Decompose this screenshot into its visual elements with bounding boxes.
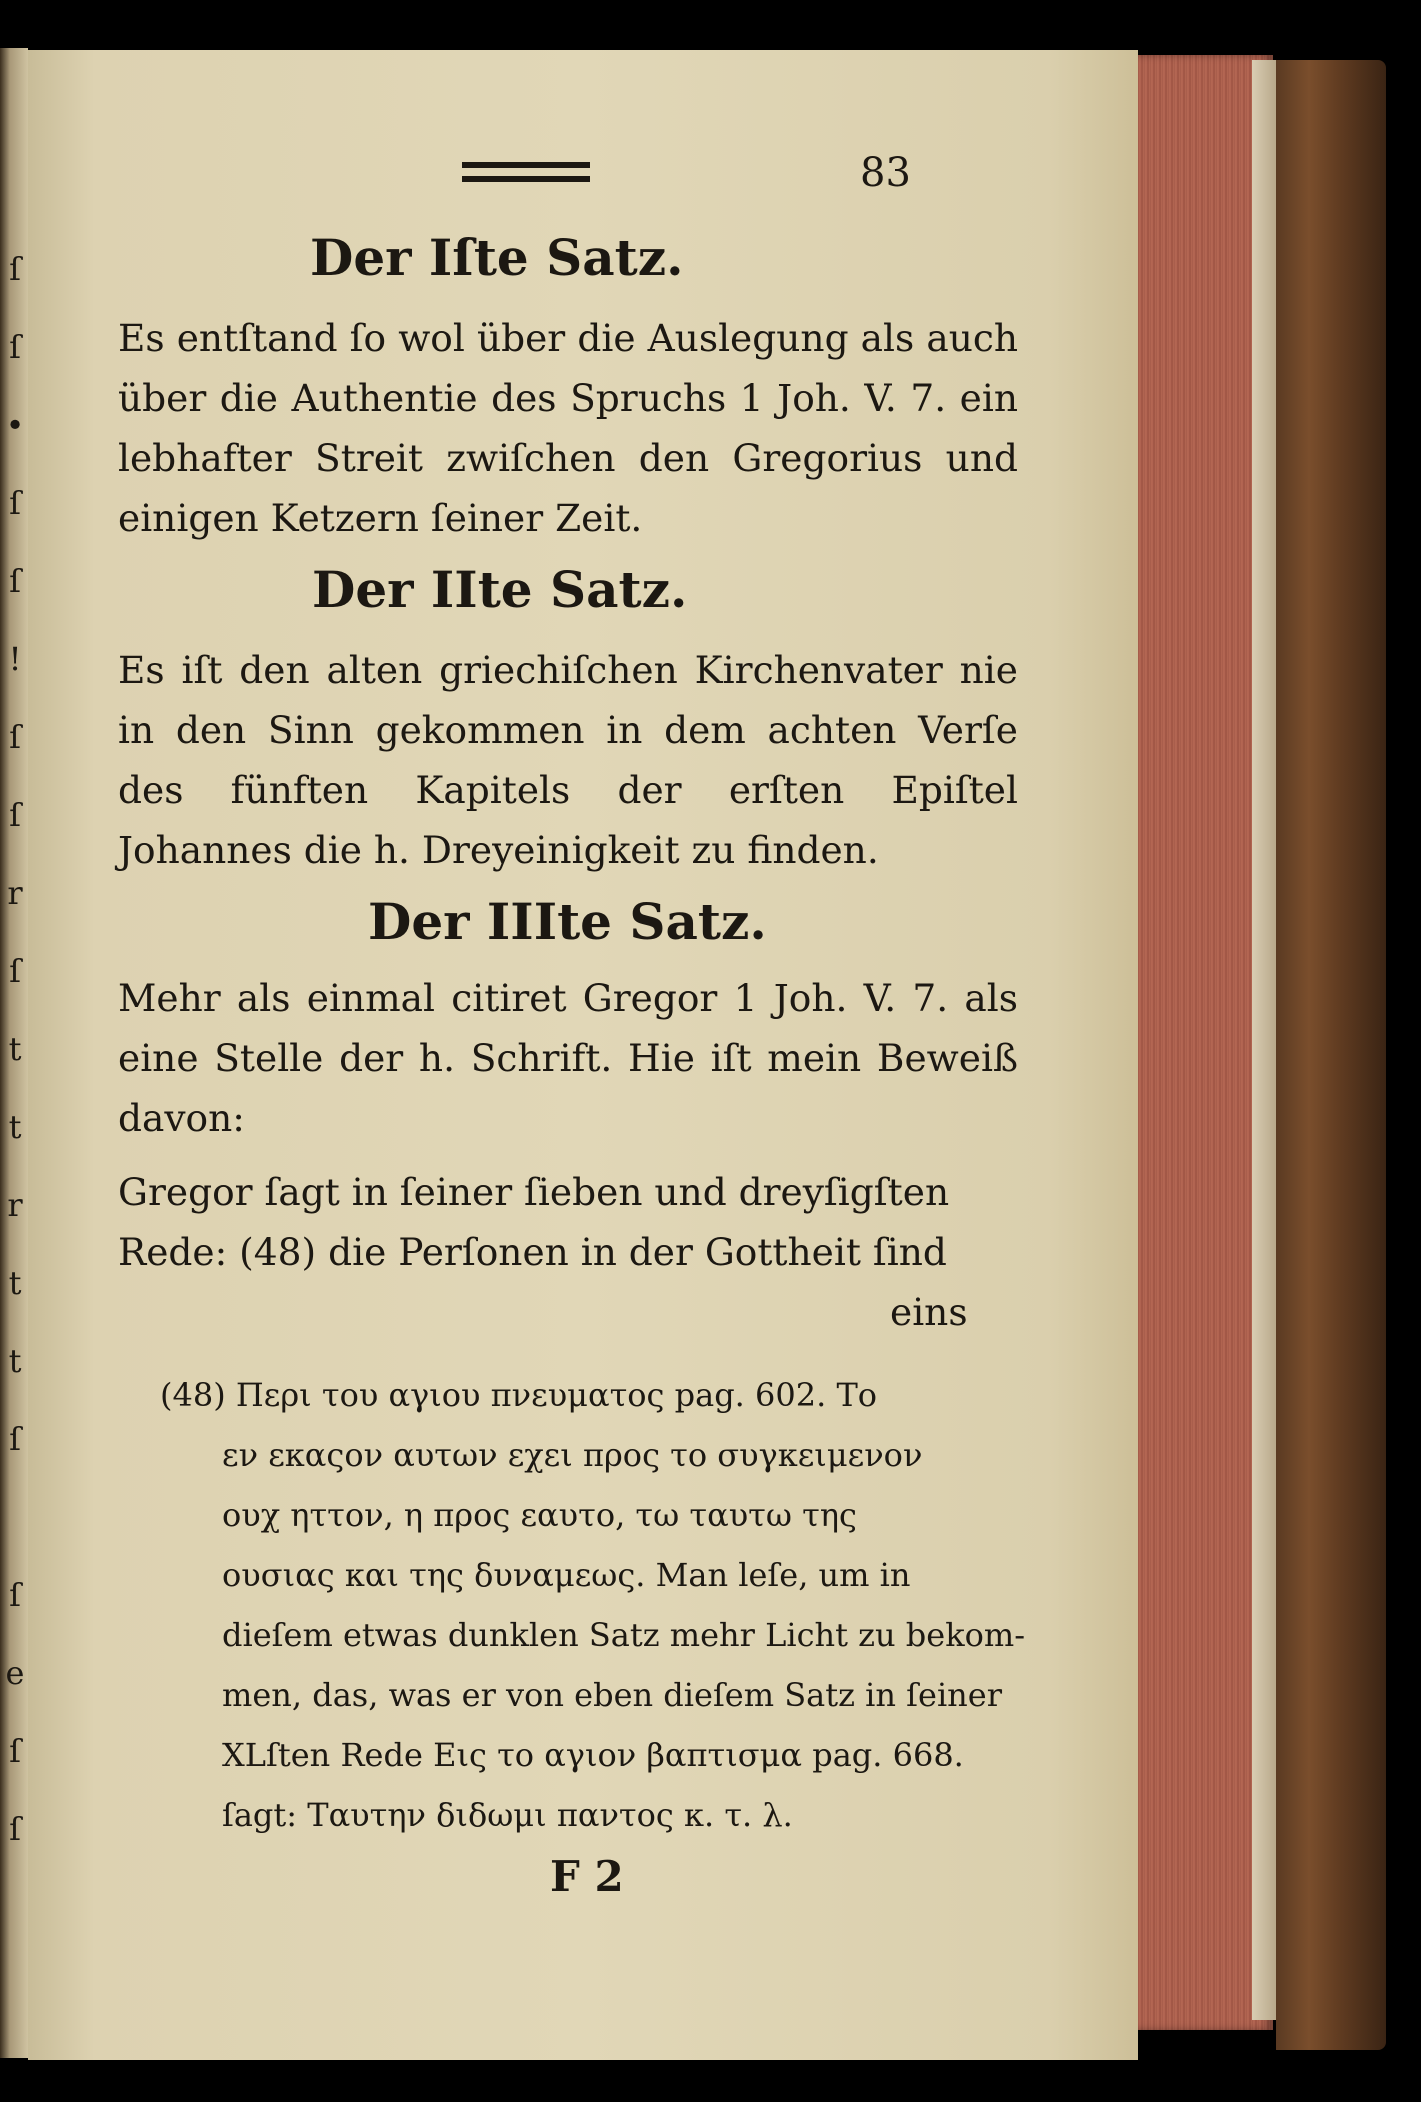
footnote-line-5: dieſem etwas dunklen Satz mehr Licht zu bekom-	[222, 1616, 1026, 1654]
margin-letter: ſ	[9, 1576, 21, 1614]
footnote-line-8: ſagt: Ταυτην διδωμι παντος κ. τ. λ.	[222, 1796, 793, 1834]
page-number: 83	[860, 150, 911, 196]
body-line-2: Rede: (48) die Perſonen in der Gottheit ſind	[118, 1230, 947, 1274]
footnote-line-7: XLſten Rede Εις το αγιον βαπτισμα pag. 668.	[222, 1736, 964, 1774]
margin-letter: ſ	[9, 718, 21, 756]
margin-letter: t	[8, 1108, 22, 1146]
footnote-line-2: εν εκαςον αυτων εχει προς το συγκειμενον	[222, 1436, 923, 1474]
section-heading-2: Der IIte Satz.	[312, 560, 688, 619]
margin-letter: ſ	[9, 1810, 21, 1848]
body-line-1: Gregor ſagt in ſeiner ſieben und dreyſigſten	[118, 1170, 950, 1214]
section-text-3: Mehr als einmal citiret Gregor 1 Joh. V. 7. als eine Stelle der h. Schrift. Hie iſt mein Beweiß davon:	[118, 976, 1018, 1140]
section-heading-3: Der IIIte Satz.	[368, 892, 767, 951]
book-cover	[1276, 60, 1386, 2050]
margin-letter: t	[8, 1264, 22, 1302]
margin-letter: ſ	[9, 562, 21, 600]
footnote-line-4: ουσιας και της δυναμεως. Man leſe, um in	[222, 1556, 911, 1594]
margin-letter	[2, 1868, 28, 1946]
margin-letter: ſ	[9, 1420, 21, 1458]
margin-letter: ſ	[9, 1732, 21, 1770]
margin-letter: ſ	[9, 952, 21, 990]
margin-letter: ſ	[9, 796, 21, 834]
margin-letter	[2, 1478, 28, 1556]
margin-letter: t	[8, 1030, 22, 1068]
signature-mark: F 2	[550, 1852, 624, 1901]
footnote-line-1: (48) Περι του αγιου πνευματος pag. 602. Το	[160, 1376, 878, 1414]
margin-letter: e	[5, 1654, 25, 1692]
footnote-line-6: men, das, was er von eben dieſem Satz in ſeiner	[222, 1676, 1003, 1714]
page-block-edge-light	[1252, 60, 1276, 2020]
previous-page-margin-letters	[2, 230, 28, 2024]
header-rule	[462, 162, 590, 168]
margin-letter: ſ	[9, 328, 21, 366]
margin-letter: !	[8, 640, 22, 678]
margin-letter: r	[7, 874, 23, 912]
section-heading-1: Der Iſte Satz.	[310, 228, 684, 287]
margin-letter: ſ	[9, 250, 21, 288]
section-text-2: Es iſt den alten griechiſchen Kirchenvater nie in den Sinn gekommen in dem achten Verſe des fünften Kapitels der erſten Epiſtel Johannes die h. Dreyeinigkeit zu finden.	[118, 648, 1018, 872]
margin-letter: r	[7, 1186, 23, 1224]
footnote-line-3: ουχ ηττον, η προς εαυτο, τω ταυτω της	[222, 1496, 857, 1534]
margin-letter: •	[5, 406, 25, 444]
section-text-1: Es entſtand ſo wol über die Auslegung als auch über die Authentie des Spruchs 1 Joh. V. 7. ein lebhafter Streit zwiſchen den Gregorius und einigen Ketzern ſeiner Zeit.	[118, 316, 1018, 540]
catchword: eins	[890, 1290, 968, 1334]
margin-letter: t	[8, 1342, 22, 1380]
margin-letter: ſ	[9, 484, 21, 522]
header-rule	[462, 176, 590, 182]
margin-letter	[2, 1946, 28, 2024]
